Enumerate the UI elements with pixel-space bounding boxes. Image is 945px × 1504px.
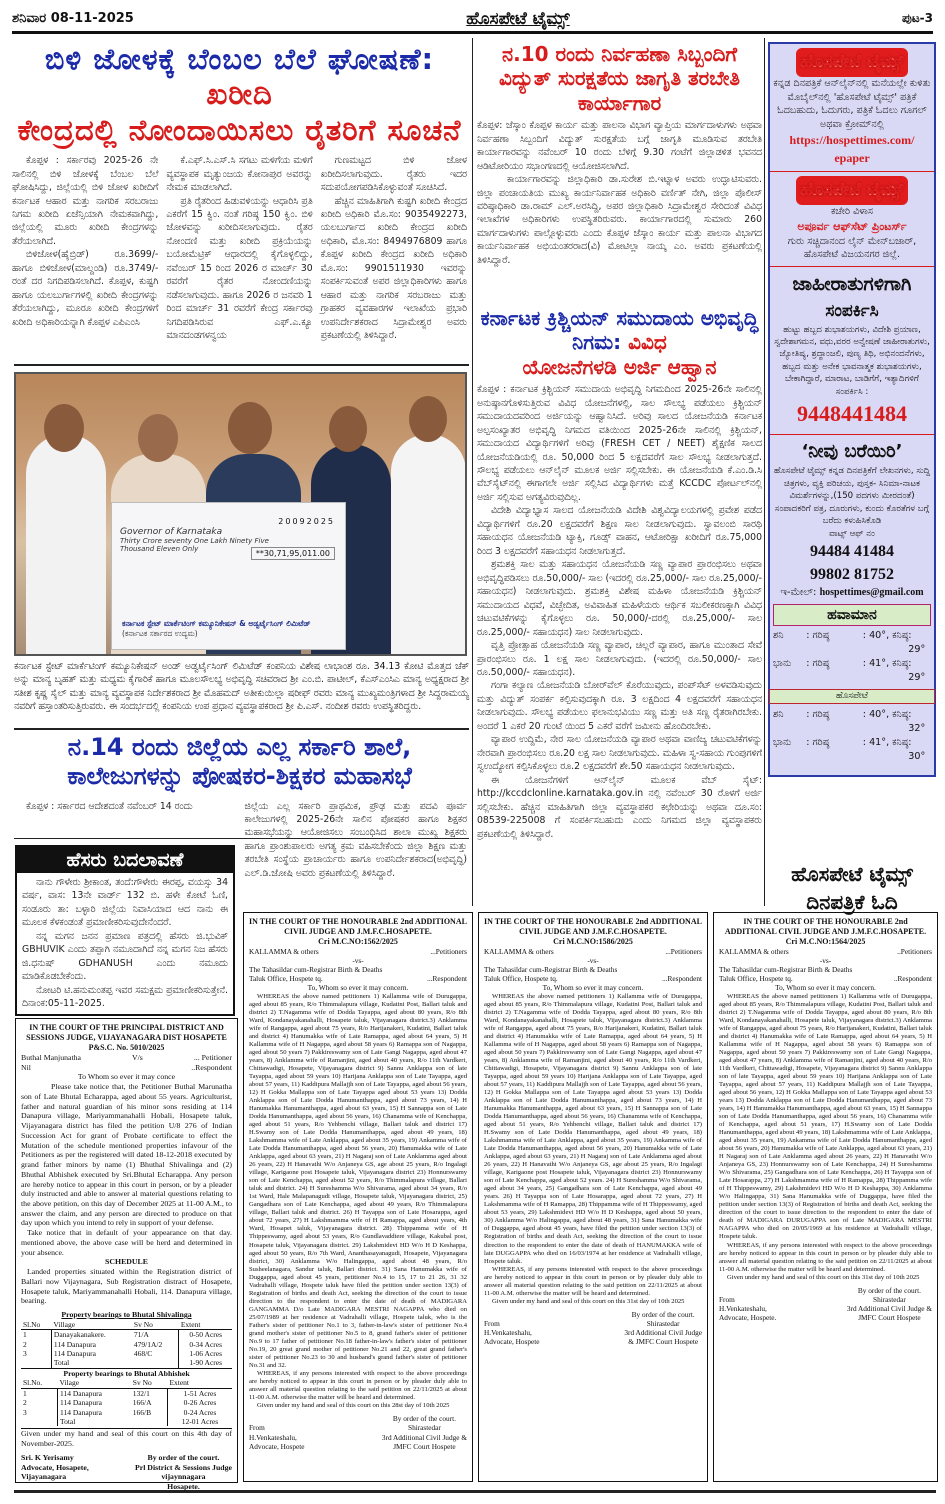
table-row <box>21 1388 232 1398</box>
epaper-link[interactable] <box>773 132 931 167</box>
headline-part: ಯೋಜನೆಗಳಡಿ ಅರ್ಜಿ ಆಹ್ವಾನ <box>522 354 717 379</box>
to-whom: To, Whom so ever it may concern. <box>542 983 644 993</box>
respondent-address: Taluk Office, Hospete tq. <box>249 974 323 984</box>
photo-caption: ಕರ್ನಾಟಕ ಸ್ಟೇಟ್ ಮಾರ್ಕೆಟಿಂಗ್ ಕಮ್ಯೂನಿಕೇಷನ್ ಅಂಡ್ ಅಡ್ವರ್ಟೈಸಿಂಗ್ ಲಿಮಿಟೆಡ್ ಕಂಪನಿಯ ವಿಶೇಷ ಲಾಭಾಂಶ ರೂ. 34.13 ಕೋಟಿ ಮೊತ್ತದ ಚೆಕ್ ಅನ್ನು ಮಾನ್ಯ ಬೃಹತ್ ಮತ್ತು ಮಧ್ಯಮ ಕೈಗಾರಿಕೆ ಹಾಗೂ ಮೂಲಸೌಲಭ್ಯ ಅಭಿವೃದ್ಧಿ ಸಚಿವರಾದ ಶ್ರೀ ಎಂ.ಬಿ. ಪಾಟೀಲ್, ಕೆಎಸ್‌ಎಂಸಿಎ ಮಾನ್ಯ ಅಧ್ಯಕ್ಷರಾದ ಶ್ರೀ ಸತೀಶ ಕೃಷ್ಣ ಸೈಲ್ ಮತ್ತು ಮಾನ್ಯ ವ್ಯವಸ್ಥಾಪಕ ನಿರ್ದೇಶಕರಾದ ಶ್ರೀ ಮೊಹಮದ್ ಅತೀಕುಯಿಲ್ಲಾ ಷರೀಫ್ ರವರು ಮಾನ್ಯ ಮುಖ್ಯಮಂತ್ರಿಗಳಾದ ಶ್ರೀ ಸಿದ್ದರಾಮಯ್ಯ ನವರಿಗೆ ಹಸ್ತಾಂತರಿಸುತ್ತಿರುವರು. ಈ ಸಂದರ್ಭದಲ್ಲಿ ಕಂಪನಿಯ ಉಪ ಪ್ರಧಾನ ವ್ಯವಸ್ಥಾಪಕರಾದ ಶ್ರೀ ಪಿ.ಎಸ್. ನಂದೀಶ ರವರು ಉಪಸ್ಥಿತರಿದ್ದರು. <box>14 661 469 713</box>
headline-part: ಖರೀದಿ <box>206 77 273 112</box>
article-paragraph: ಹೆಚ್ಚಿನ ಮಾಹಿತಿಗಾಗಿ ಕುಷ್ಟಗಿ ಖರೀದಿ ಕೇಂದ್ರದ ಖರೀದಿ ಅಧಿಕಾರಿ ಮೊ.ಸಂ: 9035492273, ಯಲಬುರ್ಗಾದ ಖರೀದಿ ಕೇಂದ್ರದ ಖರೀದಿ ಅಧಿಕಾರಿ, ಮೊ.ಸಂ: 8494976809 ಹಾಗೂ ಕೊಪ್ಪಳ ಖರೀದಿ ಕೇಂದ್ರದ ಖರೀದಿ ಅಧಿಕಾರಿ ಮೊ.ಸಂ: 9901511930 ಇವರನ್ನು ಸಂಪರ್ಕಿಸುವಂತೆ ಅಪರ ಜಿಲ್ಲಾಧಿಕಾರಿಗಳು ಹಾಗೂ ಆಹಾರ ಮತ್ತು ನಾಗರಿಕ ಸರಬರಾಜು ಮತ್ತು ಗ್ರಾಹಕರ ವ್ಯವಹಾರಗಳ ಇಲಾಖೆಯ ಪ್ರಭಾರಿ ಉಪನಿರ್ದೇಶಕರಾದ ಸಿದ್ರಾಮೇಶ್ವರ ಅವರು ಪ್ರಕಟಣೆಯಲ್ಲಿ ತಿಳಿಸಿದ್ದಾರೆ. <box>320 195 467 342</box>
order-line: By order of the court. <box>631 1309 695 1319</box>
table-cell <box>21 1358 51 1367</box>
table-cell: 132/1 <box>132 1388 150 1398</box>
table-header: Vilage <box>58 1378 131 1388</box>
table-row <box>21 1330 232 1340</box>
respondent-address: Taluk Office, Hospete tq. <box>484 974 558 984</box>
headline <box>12 733 467 792</box>
advocate-place: Advocate, Hospete. <box>719 1313 777 1323</box>
newspaper-logo: ಹೊಸಪೇಟೆ ಟೈಮ್ಸ್ <box>796 176 907 205</box>
ads-title: ಜಾಹೀರಾತುಗಳಿಗಾಗಿ <box>792 273 912 296</box>
table-cell <box>131 1417 168 1426</box>
table-cell: Total <box>58 1417 131 1426</box>
weather-row <box>773 736 931 764</box>
advocate-name: H.Venkateshalu, <box>249 1432 297 1442</box>
versus: V/s <box>132 1053 143 1062</box>
whatsapp-phone[interactable]: 99802 81752 <box>810 566 894 584</box>
advocate-signature <box>249 1423 305 1450</box>
schedule-text: Landed properties situated within the Registration district of Ballari now Vijaynagara, Sub Registration distract of Hosapete, Hosapete taluk, Mariyammanahalli Hobali, 114. Danapura village, bearing. <box>21 1267 232 1306</box>
table-row <box>21 1340 232 1349</box>
order-line: 3rd Additional Civil Judge & <box>381 1432 467 1442</box>
article-paragraph: ಕೊಪ್ಪಳ : ಕರ್ನಾಟಕ ಕ್ರಿಶ್ಚಿಯನ್ ಸಮುದಾಯ ಅಭಿವೃದ್ಧಿ ನಿಗಮದಿಂದ 2025-26ನೇ ಸಾಲಿನಲ್ಲಿ ಅನುಷ್ಠಾನಗೊಳಿಸುತ್ತಿರುವ ವಿವಿಧ ಯೋಜನೆಗಳಲ್ಲಿ, ಸಾಲ ಸೌಲಭ್ಯ ಪಡೆಯಲು ಕ್ರಿಶ್ಚಿಯನ್ ಸಮುದಾಯದವರಿಂದ ಅರ್ಜಿಯನ್ನು ಆಹ್ವಾನಿಸಿದೆ. ಅರಿವು ಸಾಲದ ಯೋಜನೆಯಡಿ ಕರ್ನಾಟಕ ಅಲ್ಪಸಂಖ್ಯಾತರ ಅಭಿವೃದ್ಧಿ ನಿಗಮದ ವತಿಯಿಂದ 2025-26ನೇ ಸಾಲಿನಲ್ಲಿ ಕ್ರಿಶ್ಚಿಯನ್, ಸಮುದಾಯದ ವಿದ್ಯಾರ್ಥಿಗಳಿಗೆ ಅರಿವು (FRESH CET / NEET) ಶೈಕ್ಷಣಿಕ ಸಾಲದ ಯೋಜನೆಯಡಿಯಲ್ಲಿ ರೂ. 50,000 ರಿಂದ 5 ಲಕ್ಷದವರೆಗೆ ಸಾಲ ಸೌಲಭ್ಯ ನೀಡಲಾಗುತ್ತದೆ. ಸೌಲಭ್ಯ ಪಡೆಯಲು ಆನ್‌ಲೈನ್ ಮೂಲಕ ಅರ್ಜಿ ಸಲ್ಲಿಸಬೇಕು. ಈ ಯೋಜನೆಯಡಿ ಕೆ.ಎಂ.ಡಿ.ಸಿ ವೆಬ್‌ಸೈಟ್‌ನಲ್ಲಿ ಈಗಾಗಲೇ ಅರ್ಜಿ ಸಲ್ಲಿಸಿದ ವಿದ್ಯಾರ್ಥಿಗಳು ಮತ್ತೆ KCCDC ಪೋರ್ಟಲ್‌ನಲ್ಲಿ ಅರ್ಜಿ ಸಲ್ಲಿಸುವ ಅಗತ್ಯವಿರುವುದಿಲ್ಲ. <box>477 384 762 503</box>
photo-person <box>26 434 106 654</box>
photo-person <box>391 434 466 654</box>
column-divider <box>764 38 765 906</box>
notice-body: WHEREAS the above named petitioners 1) Kallamma wife of Durugappa, aged about 85 years, R/o Thimmalapura village, Kudatini Post, Ballari taluk and district 2) T.Nagamma wife of Dodda Tayappa, aged about 80 years, R/o 8th Ward, Kondanayakanahalli, Hosapete taluk, Vijayanagara district.3) Anklamma wife of Rangappa, aged about 75 years, R/o Harijanakeri, Kudatini, Ballari taluk and district 4) Hanumakka wife of Late Ramappa, aged about 64 years, 5) H Kallamma wife of H Nagappa, aged about 58 years 6) Ramappa son of Nagappa, aged about 50 years 7) Pakkireswamy son of Late Gangi Nagappa, aged about 47 years, 8) Anklamma wife of Ramanjini, aged about 40 years, R/o 11th Vardkeri, Chittawadigi, Hosapete, Vijayanagara district 9) Sannu Anklappa son of late Tayappa, aged about 59 years 10) Harijana Anklappa son of Late Tayappa, aged about 57 years, 11) Kaddipura Mallajjh son of Late Tayappa, aged about 56 years, 12) H Gokka Mallappa son of Late Tayappa aged about 53 years 13) Dodda Anklappa son of Late Dodda Hanumanthappa, aged about 73 years, 14) H Hanumakka Hanumanthappa, aged about 63 years, 15) H Sannappa son of Late Dodda Hanumanthappa, aged about 56 years, 16) Chanamma wife of Kenchappa, aged about 51 years, R/o Yehbenchi village, Ballari taluk and district 17) H.Swamy son of Late Dodda Hanumanthappa, aged about 49 years, 18) Lakshmamma wife of Late Anklappa, aged about 35 years, 19) Ankamma wife of Late Dodda Hanumanthappa, aged about 56 years, 20) Hanumakka wife of Late Anklappa, aged about 63 years, 21) H Nagaraj son of Late Anklamma aged about 26 years, 22) H Hanavathi W/o Anjaneya GS, age about 25 years, R/o Ingalagi village, Karigaone post Hosapete taluk, Vijayanagara district 23) Honnurswamy son of Late Kenchappa, aged about 52 years. 24) H Sureshamma W/o Shivarama, aged about 34 years, 25) Gangadhara son of Late Kenchappa, aged about 49 years. 26) H Tayappa son of Late Hosarappa, aged about 72 years, 27) H Lakshmamma wife of H Ramappa, 28) Thippamma wife of H Thippeswamy, aged about 53 years, 29) Lakshmidevi HD W/o H D Keshappa, aged about 50 years, 30) Anklamma W/o Halingappa, aged about 48 years, 31) Sana Hanumakka wife of Duggappa, aged about 45 years, have filed the petition under section 13(3) of Registration of births and death Act, seeking the direction of the court to issue direction to the respondent to enter the date of death of HANUMAKKA wife of late DUGGAPPA who died on 16/03/1974 at her residence at Vadrahalli village, Hospete taluk. <box>484 992 702 1265</box>
article-paragraph: ಕೊಪ್ಪಳ : ಸರ್ಕಾರವು 2025-26 ನೇ ಸಾಲಿನಲ್ಲಿ ಬಿಳಿ ಜೋಳಕ್ಕೆ ಬೆಂಬಲ ಬೆಲೆ ಘೋಷಿಸಿದ್ದು, ಜಿಲ್ಲೆಯಲ್ಲಿ ಬಿಳಿ ಜೋಳ ಖರೀದಿಗೆ ಕರ್ನಾಟಕ ಆಹಾರ ಮತ್ತು ನಾಗರಿಕ ಸರಬರಾಜು ನಿಗಮ ಖರೀದಿ ಏಜೆನ್ಸಿಯಾಗಿ ನೇಮಕವಾಗಿದ್ದು, ಜಿಲ್ಲೆಯಲ್ಲಿ ಮೂರು ಖರೀದಿ ಕೇಂದ್ರಗಳನ್ನು ತೆರೆಯಲಾಗಿದೆ. <box>12 155 159 247</box>
article-paragraph: ಗಂಗಾ ಕಲ್ಯಾಣ ಯೋಜನೆಯಡಿ ಬೋರ್‌ವೆಲ್ ಕೊರೆಯುವುದು, ಪಂಪ್‌ಸೆಟ್ ಅಳವಡಿಸುವುದು ಮತ್ತು ವಿದ್ಯುತ್ ಸಂಪರ್ಕ ಕಲ್ಪಿಸುವುದಕ್ಕಾಗಿ ರೂ. 3 ಲಕ್ಷದಿಂದ 4 ಲಕ್ಷದವರೆಗೆ ಸಹಾಯಧನ ನೀಡಲಾಗುವುದು. ಸೌಲಭ್ಯ ಪಡೆಯಲು ಫಲಾನುಭವಿಯು ಸಣ್ಣ ಮತ್ತು ಅತಿ ಸಣ್ಣ ರೈತರಾಗಿರಬೇಕು. ಅಂದರೆ 1 ಎಕರೆ 20 ಗುಂಟೆ ಯಿಂದ 5 ಎಕರೆ ವರೆಗೆ ಜಮೀನು ಹೊಂದಿರಬೇಕು. <box>477 680 762 732</box>
from-label: From <box>484 1319 500 1329</box>
article-paragraph: ಕೊಪ್ಪಳ: ಜೆಸ್ಕಾಂ ಕೊಪ್ಪಳ ಕಾರ್ಯ ಮತ್ತು ಪಾಲನಾ ವಿಭಾಗ ವ್ಯಾಪ್ತಿಯ ಮಾರ್ಗದಾಳುಗಳು ಅಥವಾ ನಿರ್ವಹಣಾ ಸಿಬ್ಬಂದಿಗೆ ವಿದ್ಯುತ್ ಸುರಕ್ಷತೆಯ ಬಗ್ಗೆ ಜಾಗೃತಿ ಮೂಡಿಸುವ ತರಬೇತಿ ಕಾರ್ಯಾಗಾರವನ್ನು ನವೆಂಬರ್ 10 ರಂದು ಬೆಳಿಗ್ಗೆ 9.30 ಗಂಟೆಗೆ ಜಿಲ್ಲಾಡಳಿತ ಭವನದ ಆಡಿಟೋರಿಯಂ ಸಭಾಂಗಣದಲ್ಲಿ ಆಯೋಜಿಸಲಾಗಿದೆ. <box>477 120 762 172</box>
weather-max: : 41°, <box>862 657 890 669</box>
case-number: P&S.C. No. 5010/2025 <box>88 1043 165 1052</box>
issue-date: ಶನಿವಾರ 08-11-2025 <box>12 11 134 26</box>
petitioner-label: ...Petitioners <box>665 947 702 956</box>
cheque-payee: Governor of Karnataka <box>120 527 223 537</box>
to-whom: To, Whom so ever it may concern. <box>775 983 876 993</box>
petitioner-name: Buthal Manjunatha <box>21 1053 81 1062</box>
petitioner-name: KALLAMMA & others <box>484 947 554 956</box>
table-cell: 0-50 Acres <box>179 1330 232 1340</box>
table-cell: Danayakanakere. <box>51 1330 131 1340</box>
table-cell: 1 <box>23 1330 27 1340</box>
weather-max-label: : ಗರಿಷ್ಠ <box>806 657 830 669</box>
headline-part: ಕಾಲೇಜುಗಳನ್ನು ಪೋಷಕರ-ಶಿಕ್ಷಕರ ಮಹಾಸಭೆ <box>67 762 412 791</box>
petitioner-label: ..Petitioners <box>897 947 932 956</box>
article-white-jowar-support-price <box>12 42 467 343</box>
weather-title: ಹವಾಮಾನ <box>773 604 931 626</box>
read-promo-line: ದಿನಪತ್ರಿಕೆ ಓದಿ <box>806 890 898 914</box>
photo-person-head <box>409 396 447 442</box>
order-line: Prl District & Sessions Judge <box>134 1462 232 1472</box>
headline-part: ಬಿಳಿ ಜೋಳಕ್ಕೆ ಬೆಂಬಲ ಬೆಲೆ ಘೋಷಣೆ: <box>44 42 435 76</box>
court-notice-probate <box>15 1018 238 1491</box>
table-cell: 114 Danapura <box>51 1340 131 1349</box>
article-electrical-safety-workshop <box>477 42 762 267</box>
advocate-signature <box>484 1319 540 1346</box>
write-text: ಹೊಸಪೇಟೆ ಟೈಮ್ಸ್ ಕನ್ನಡ ದಿನಪತ್ರಿಕೆಗೆ ಲೇಖನಗಳು, ಸುದ್ದಿ ಚಿತ್ರಗಳು, ವ್ಯಕ್ತಿ ಪರಿಚಯ, ಪುಸ್ತಕ- ಸಿನಿಮಾ-ನಾಟಕ ವಿಮರ್ಶೆಗಳನ್ನು,(150 ಪದಗಳು ಮೀರದಂತೆ) ಸಂಪಾದಕರಿಗೆ ಪತ್ರ, ದೂರುಗಳು, ಕುಂದು ಕೊರತೆಗಳ ಬಗ್ಗೆ ಬರೆದು ಕಳುಹಿಸಿಕೊಡಿ <box>773 466 931 527</box>
table-cell: 2 <box>23 1398 27 1408</box>
table-header: Sl.No <box>21 1320 51 1330</box>
notice-body: WHEREAS the above named petitioners 1) Kallamma wife of Durugappa, aged about 85 years, R/o Thimmalapura village, Kudatini Post, Ballari taluk and district 2) T.Nagamma wife of Dodda Tayappa, aged about 80 years, R/o 8th Ward, Kondanayakanahalli, Hosapete taluk, Vijayanagara district.3) Anklamma wife of Rangappa, aged about 75 years, R/o Harijanakeri, Kudatini, Ballari taluk and district 4) Hanumakka wife of Late Ramappa, aged about 64 years, 5) H Kallamma wife of H Nagappa, aged about 58 years 6) Ramappa son of Nagappa, aged about 50 years 7) Pakkireswamy son of Late Gangi Nagappa, aged about 47 years, 8) Anklamma wife of Ramanjini, aged about 40 years, R/o 11th Vardkeri, Chittawadigi, Hosapete, Vijayanagara district 9) Sannu Anklappa son of late Tayappa, aged about 59 years 10) Harijana Anklappa son of Late Tayappa, aged about 57 years, 11) Kaddipura Mallajjh son of Late Tayappa, aged about 56 years, 12) H Gokka Mallappa son of Late Tayappa aged about 53 years 13) Dodda Anklappa son of Late Dodda Hanumanthappa, aged about 73 years, 14) H Hanumakka Hanumanthappa, aged about 63 years, 15) H Sannappa son of Late Dodda Hanumanthappa, aged about 56 years, 16) Chanamma wife of Kenchappa, aged about 51 years, R/o Yehbenchi village, Ballari taluk and district 17) H.Swamy son of Late Dodda Hanumanthappa, aged about 49 years, 18) Lakshmamma wife of Late Anklappa, aged about 35 years, 19) Ankamma wife of Late Dodda Hanumanthappa, aged about 56 years, 20) Hanumakka wife of Late Anklappa, aged about 63 years, 21) H Nagaraj son of Late Anklamma aged about 26 years, 22) H Hanavathi W/o Anjaneya GS, age about 25 years, R/o Ingalagi village, Karigaone post Hosapete taluk, Vijayanagara district 23) Honnurswamy son of Late Kenchappa, aged about 52 years, R/o Thimmalapura village, Ballari taluk and district. 24) H Sureshamma W/o Shivarama, aged about 34 years, R/o 1st Ward, Hale Malapanagudi village, Hosapete taluk, Vijayanagara district, 25) Gangadhara son of Late Kenchappa, aged about 49 years, R/o Thimmalapura village, Ballari taluk and district. 26) H Tayappa son of Late Hosarappa, aged about 72 years, 27) H Lakshmamma wife of H Ramappa, aged about years, 4th Ward, Hosapet taluk, Vijayanagara district. 28) Thippamma wife of H Thippeswamy, aged about 53 years, R/o Gundlavaddiere village, Kakubal post, Hosapete taluk, Vijayanagara district. 29) Lakshmidevi HD W/o H D Keshappa, aged about 50 years, R/o 7th Ward, Ananthasayanagudi, Hosapete, Vijayanagara district, 30) Anklamma W/o Halingappa, aged about 48 years, R/o Susheelanagara, Sandur taluk, Ballari district. 31) Sana Hanumakka wife of Duggappa, aged about 45 years, petitioner No.4 to 15, 17 to 21 26, 31 32 Vadrahalli village, Hospete taluk have filed the petition under section 13(3) of Registration of births and death Act, seeking the direction of the court to issue direction to the respondent to enter the date of death of MADIGARA GANGAMMA D/o Late MADIGARA MESTRI NAGAPPA who died on 25/07/1989 at her residence at Vadrahalli village, Hospete taluk, who is the Father's sister of petitioner No.1 to 3, father-in-law's sister of petitioner No.4 grand mother's sister of petitioner No.5 to 8, grand father's sister of petitioner No.9 to 17 father of petitioner No.18 father-in-law's father's sister of petitioner No.19, 20 great grand mother of petitioner No.21 and 22, great grand father's sister of petitioner No.23 to 30 and husband's grand father's sister of petitioner No.31 and 32. <box>249 992 467 1369</box>
weather-day: ಶನಿ <box>773 630 784 642</box>
advocate-place: Advocate, Hospete <box>484 1337 540 1347</box>
cheque-date: 20092025 <box>278 517 335 526</box>
table-cell: 3 <box>23 1407 27 1417</box>
divider <box>770 171 934 172</box>
headline <box>12 42 467 148</box>
table-cell: 0-26 Acres <box>167 1398 232 1407</box>
petitioner-name: KALLAMMA & others <box>249 947 319 956</box>
notice-body: WHEREAS, if any persons interested with respect to the above proceedings are hereby noticed to appear in this court in person or by pleader duly able to answer all material question relating to the said petition on 22/11/2025 at about 11-00 A.M. otherwise the matter will be heard and determined. <box>719 1241 932 1273</box>
article-paragraph: ಕೊಪ್ಪಳ : ಸರ್ಕಾರದ ಆದೇಶದಂತೆ ನವೆಂಬರ್ 14 ರಂದು <box>26 800 193 812</box>
sidebar <box>768 42 936 777</box>
notice-paragraph: ನನ್ನ ಮಗನ ಜನನ ಪ್ರಮಾಣ ಪತ್ರದಲ್ಲಿ ಹೆಸರು ಜಿ.ಭುವಿಕ್ GBHUVIK ಎಂದು ತಪ್ಪಾಗಿ ನಮೂದಾಗಿದೆ ನನ್ನ ಮಗನ ನಿಜ ಹೆಸರು ಜಿ.ಧನುಷ್ GDHANUSH ಎಂದು ನಮೂದು ಮಾಡಿಕೊಡಬೇಕೆಂದು. <box>22 930 228 983</box>
respondent-name: The Tahasildar cum-Registrar Birth & Deaths <box>484 965 618 975</box>
schedule-title: SCHEDULE <box>105 1257 148 1267</box>
notice-body: Please take notice that, the Petitioner Buthal Marunatha son of Late Bhutal Echarappa, aged about 55 years. Agriculturist, father and natural guardian of his minor sons residing at 114 Danapura village, Mariyammanahalli Hobali, Hosapete taluk, Vijayanagara district has filed the petition U/8 276 of Indian Succession Act for grant of Probate certificate to effect the Mutation of the schedule mentioned properties infavour of the Petitioners as per the registered will dated 18-12-2018 executed by grand father minors by name (1) Bhuthal Shivalinga and (2) Bhuthal Abhishek executed by Sri.Bhutal Echarappa. Any person are hereby notice to appear in this court in person, or by a pleader duly instructed and able to answer al material questions relating to the above petition, on this day of December 2025 at 11-00 A.M., to answer the claim, and any person are directed to produce on that day upon which you intend to rely in support of your defense. <box>21 1082 232 1228</box>
order-line: 3rd Additional Civil Judge <box>624 1328 702 1338</box>
property-table-abhishek <box>21 1378 232 1426</box>
notice-body: WHEREAS the above named petitioners 1) Kallamma wife of Durugappa, aged about 85 years, R/o Thimmalapura village, Kudatini Post, Ballari taluk and district 2) T.Nagamma wife of Dodda Tayappa, aged about 80 years, R/o 8th Ward, Kondanayakanahalli, Hosapete taluk, Vijayanagara district.3) Anklamma wife of Rangappa, aged about 75 years, R/o Harijanakeri, Kudatini, Ballari taluk and district 4) Hanumakka wife of Late Ramappa, aged about 64 years, 5) H Kallamma wife of H Nagappa, aged about 58 years 6) Ramappa son of Nagappa, aged about 50 years 7) Pakkireswamy son of Late Gangi Nagappa, aged about 47 years, 8) Anklamma wife of Ramanjini, aged about 40 years, R/o 11th Vardkeri, Chittawadigi, Hosapete, Vijayanagara district 9) Sannu Anklappa son of late Tayappa, aged about 59 years 10) Harijana Anklappa son of Late Tayappa, aged about 57 years, 11) Kaddipura Mallajjh son of Late Tayappa, aged about 56 years, 12) H Gokka Mallappa son of Late Tayappa aged about 53 years 13) Dodda Anklappa son of Late Dodda Hanumanthappa, aged about 73 years, 14) H Hanumakka Hanumanthappa, aged about 63 years, 15) H Sannappa son of Late Dodda Hanumanthappa, aged about 56 years, 16) Chanamma wife of Kenchappa, aged about 51 years, 17) H.Swamy son of Late Dodda Hanumanthappa, aged about 49 years, 18) Lakshmamma wife of Late Anklappa, aged about 35 years, 19) Ankamma wife of Late Dodda Hanumanthappa, aged about 56 years, 20) Hanumakka wife of Late Anklappa, aged about 63 years, 21) H Nagaraj son of Late Anklamma aged about 26 years, 22) H Hanavathi W/o Anjaneya GS, 23) Honnurswamy son of Late Kenchappa, 24) H Sureshamma W/o Shivarama, 25) Gangadhara son of Late Kenchappa, 26) H Tayappa son of Late Hosarappa, 27) H Lakshmamma wife of H Ramappa, 28) Thippamma wife of H Thippeswamy, 29) Lakshmidevi HD W/o H D Keshappa, 30) Anklamma W/o Halingappa, 31) Sana Hanumakka wife of Duggappa, have filed the petition under section 13(3) of Registration of births and death Act, seeking the direction of the court to issue direction to the respondent to enter the date of death of MADIGARA DURUGAPPA son of Late MADIGARA MESTRI NAGAPPA who died on 20/05/1969 at his residence at Vadrahalli village, Hospete taluk. <box>719 992 932 1241</box>
section-divider <box>14 728 469 730</box>
order-line: Hosapete. <box>167 1481 200 1491</box>
order-line: 3rd Additional Civil Judge & <box>846 1304 932 1314</box>
newspaper-logo: ಹೊಸಪೇಟೆ ಟೈಮ್ಸ್ <box>796 48 907 77</box>
advocate-signature <box>21 1453 89 1492</box>
from-label: From <box>249 1423 265 1433</box>
cheque-company <box>122 619 311 639</box>
given-under: Given under my hand and seal of this court on this 4th day of November-2025. <box>21 1429 232 1449</box>
article-paragraph: ಬಿಳಿಜೋಳ(ಹೈಬ್ರಿಡ್) ರೂ.3699/- ಹಾಗೂ ಬಿಳಿಜೋಳ(ಮಾಲ್ದಂಡಿ) ರೂ.3749/- ರಂತೆ ದರ ನಿಗದಿಪಡಿಸಲಾಗಿದೆ. ಕೊಪ್ಪಳ, ಕುಷ್ಟಗಿ ಹಾಗೂ ಯಲಬುರ್ಗಾಗಳಲ್ಲಿ ಖರೀದಿ ಕೇಂದ್ರಗಳನ್ನು ತೆರೆಯಲಾಗಿದ್ದು, ಮೂರೂ ಖರೀದಿ ಕೇಂದ್ರಗಳಿಗೆ ಖರೀದಿ ಅಧಿಕಾರಿಯನ್ನಾಗಿ ಕೊಪ್ಪಳ ಎಪಿಎಂಸಿ <box>12 249 159 328</box>
court-order-signature <box>382 1414 467 1450</box>
table-cell: 114 Danapura <box>51 1349 131 1358</box>
weather-min: : 32° <box>908 708 926 734</box>
table-row <box>21 1398 232 1407</box>
weather-row <box>773 708 931 736</box>
table-cell: Total <box>51 1358 131 1367</box>
respondent-label: ..Respondent <box>191 1062 232 1072</box>
divider <box>770 266 934 267</box>
printer-name: ಅಪೂರ್ವ ಆಫ್‌ಸೆಟ್ ಪ್ರಿಂಟರ್ಸ್ <box>797 219 907 233</box>
read-promo-line: ಹೊಸಪೇಟೆ ಟೈಮ್ಸ್ <box>791 862 913 886</box>
news-photo-cheque-handover <box>14 372 467 656</box>
weather-table-city <box>773 708 931 772</box>
weather-day: ಭಾನು <box>773 736 792 748</box>
headline-part: ವಿವಿಧ <box>628 330 667 355</box>
weather-min: : 29° <box>908 630 926 656</box>
given-under: Given under my hand and seal of this court on this 31st day of 10th 2025 <box>727 1273 920 1281</box>
weather-min-label: ಕನಿಷ್ಠ <box>892 708 909 720</box>
versus: -vs- <box>587 956 599 966</box>
whatsapp-label: ವಾಟ್ಸ್ ಆಫ್ ನಂ <box>829 528 875 539</box>
article-paragraph: ವಿದೇಶಿ ವಿದ್ಯಾಭ್ಯಾಸ ಸಾಲದ ಯೋಜನೆಯಡಿ ವಿದೇಶಿ ವಿಶ್ವವಿದ್ಯಾಲಯಗಳಲ್ಲಿ ಪ್ರವೇಶ ಪಡೆದ ವಿದ್ಯಾರ್ಥಿಗಳಿಗೆ ರೂ.20 ಲಕ್ಷದವರೆಗೆ ಶಿಕ್ಷಣ ಸಾಲ ನೀಡಲಾಗುವುದು. ಸ್ವಾವಲಂಬಿ ಸಾರಥಿ ಸಹಾಯಧನ ಯೋಜನೆಯಡಿ ಟ್ಯಾಕ್ಸಿ, ಗೂಡ್ಸ್ ವಾಹನ, ಆಟೋರಿಕ್ಷಾ ಖರೀದಿಗೆ ರೂ.75,000 ರಿಂದ 3 ಲಕ್ಷದವರೆಗೆ ಸಹಾಯಧನ ನೀಡಲಾಗುತ್ತದೆ. <box>477 505 762 557</box>
table-cell: 1-51 Acres <box>167 1388 232 1398</box>
table-cell: 12-01 Acres <box>167 1417 232 1426</box>
headline-part: ನ.14 ರಂದು ಜಿಲ್ಲೆಯ ಎಲ್ಲ ಸರ್ಕಾರಿ ಶಾಲೆ, <box>67 733 412 761</box>
given-under: Given under my hand and seal of this court on this 28st day of 10th 2025 <box>257 1402 450 1410</box>
given-under: Given under my hand and seal of this court on this 31st day of 10th 2025 <box>492 1297 685 1305</box>
masthead <box>12 6 933 34</box>
order-line: & JMFC Court Hospete <box>628 1337 699 1347</box>
weather-min-label: ಕನಿಷ್ಠ <box>892 657 909 669</box>
advocate-district: Vijayanagara <box>21 1472 67 1482</box>
epaper-url: epaper <box>834 150 870 165</box>
case-number: Cri M.C.NO:1586/2025 <box>553 937 633 946</box>
article-paragraph: ಈ ಯೋಜನೆಗಳಿಗೆ ಆನ್‌ಲೈನ್ ಮೂಲಕ ವೆಬ್ ಸೈಟ್: http://kccdclonline.karnataka.gov.in ನಲ್ಲಿ ನವೆಂಬರ್ 30 ರೊಳಗೆ ಅರ್ಜಿ ಸಲ್ಲಿಸಬೇಕು. ಹೆಚ್ಚಿನ ಮಾಹಿತಿಗಾಗಿ ಜಿಲ್ಲಾ ವ್ಯವಸ್ಥಾಪಕರ ಕಛೇರಿಯನ್ನು ಅಥವಾ ದೂ.ಸಂ: 08539-225008 ಗೆ ಸಂಪರ್ಕಿಸಬಹುದು ಎಂದು ನಿಗಮದ ಜಿಲ್ಲಾ ವ್ಯವಸ್ಥಾಪಕರು ಪ್ರಕಟಣೆಯಲ್ಲಿ ತಿಳಿಸಿದ್ದಾರೆ. <box>477 774 762 840</box>
court-heading: IN THE COURT OF THE HONOURABLE 2nd ADDITIONAL CIVIL JUDGE AND J.M.F.C.HOSAPETE. <box>484 917 702 936</box>
weather-day: ಭಾನು <box>773 657 792 669</box>
name-change-notice <box>15 845 235 1016</box>
ads-contact-label: ಸಂಪರ್ಕಿಸಿ : <box>835 386 869 397</box>
cheque-amount-words: Thirty Crore seventy One Lakh Ninety Five Thousand Eleven Only <box>120 537 269 553</box>
name-change-heading: ಹೆಸರು ಬದಲಾವಣೆ <box>17 847 233 873</box>
court-heading: IN THE COURT OF THE PRINCIPAL DISTRICT AND SESSIONS JUDGE, VIJAYANAGARA DIST HOSAPETE <box>26 1023 227 1042</box>
cheque <box>111 502 346 650</box>
court-order-signature <box>135 1453 232 1492</box>
respondent-label: ...Respondent <box>427 974 467 984</box>
table-cell: 166/B <box>132 1407 152 1417</box>
cheque-company-name: ಕರ್ನಾಟಕ ಸ್ಟೇಟ್ ಮಾರ್ಕೆಟಿಂಗ್ ಕಮ್ಯೂನಿಕೇಷನ್ & ಅಡ್ವರ್ಟೈಸಿಂಗ್ ಲಿಮಿಟೆಡ್ <box>122 619 311 628</box>
table-cell: 0-24 Acres <box>167 1408 232 1417</box>
weather-min: : 30° <box>908 736 926 762</box>
table-title: Property bearings to Bhutal Shivalinga <box>61 1310 192 1320</box>
advocate-place: Advocate, Hosapete, <box>21 1462 89 1472</box>
court-order-signature <box>847 1286 932 1322</box>
court-notice-1562 <box>243 912 473 1482</box>
photo-person-head <box>44 404 84 452</box>
advocate-name: H.Venkateshalu, <box>484 1328 532 1338</box>
notice-body: Take notice that in default of your appearance on that day. mentioned above, the above case will be herd and determined in your absence. <box>21 1228 232 1257</box>
table-cell: 2 <box>23 1339 27 1349</box>
advocate-name: Sri. K Yerisamy <box>21 1452 74 1462</box>
order-line: By order of the court. <box>857 1285 921 1295</box>
headline <box>477 306 762 379</box>
respondent-name: The Tahasildar cum-Registrar Birth & Deaths <box>249 965 383 975</box>
table-cell: 166/A <box>132 1398 152 1408</box>
table-header: Sv No <box>132 1320 179 1330</box>
respondent-address: Taluk Office, Hospete tq. <box>719 974 793 984</box>
read-promo <box>768 860 936 916</box>
versus: -vs- <box>352 956 364 966</box>
respondent-label: ..Respondent <box>893 974 932 984</box>
table-cell <box>132 1358 179 1367</box>
order-line: By order of the court. <box>147 1452 220 1462</box>
advocate-name: H.Venkateshalu, <box>719 1304 767 1314</box>
petitioner-label: ... Petitioner <box>193 1053 232 1062</box>
order-line: vijaynnagara <box>161 1472 206 1482</box>
page-number: ಪುಟ-3 <box>902 11 933 25</box>
email-label: ಇ-ಮೇಲ್: <box>780 587 817 599</box>
article-paragraph: ಪ್ರತಿ ರೈತರಿಂದ ಹಿಡುವಳಿಯನ್ನು ಆಧಾರಿಸಿ ಪ್ರತಿ ಎಕರೆಗೆ 15 ಕ್ವಿಂ. ನಂತೆ ಗರಿಷ್ಠ 150 ಕ್ವಿಂ. ಬಿಳಿ ಜೋಳವನ್ನು ಖರೀದಿಸಲಾಗುವುದು. ರೈತರ ನೋಂದಣಿ ಮತ್ತು ಖರೀದಿ ಪ್ರಕ್ರಿಯೆಯನ್ನು ಬಯೋಮೆಟ್ರಿಕ್ ಆಧಾರದಲ್ಲಿ ಕೈಗೊಳ್ಳಲಿದ್ದು, ನವೆಂಬರ್ 15 ರಿಂದ 2026 ರ ಮಾರ್ಚ್ 30 ರವರೆಗೆ ರೈತರ ನೋಂದಣಿಯನ್ನು ನಡೆಸಲಾಗುವುದು. ಹಾಗೂ 2026 ರ ಜನವರಿ 1 ರಿಂದ ಮಾರ್ಚ್ 31 ರವರೆಗೆ ಕೇಂದ್ರ ಸರ್ಕಾರವು ನಿಗದಿಪಡಿಸಿರುವ ಎಫ್.ಎ.ಕ್ಯೂ ಮಾನದಂಡಗಳನ್ವಯ <box>166 195 313 342</box>
notice-body: WHEREAS, if any persons interested with respect to the above proceedings are hereby noticed to appear in this court in person or by pleader duly able to answer all material question relating to the said petition on 22/11/2025 at about 11-00 A.M. otherwise the matter will be heard and determined. <box>249 1370 467 1402</box>
court-notice-1564 <box>713 912 938 1482</box>
respondent-name: The Tahasildar cum-Registrar Birth & Deaths <box>719 965 853 975</box>
table-cell: 0-34 Acres <box>179 1340 232 1349</box>
table-cell: 1 <box>23 1388 27 1398</box>
table-cell: 114 Danapura <box>58 1408 131 1417</box>
order-line: JMFC Court Hospete <box>393 1441 456 1451</box>
epaper-text: ಕನ್ನಡ ದಿನಪತ್ರಿಕೆ ಆನ್‌ಲೈನ್‌ನಲ್ಲಿ ಮನೆಯಲ್ಲೇ ಕುಳಿತು ಮೊಬೈಲ್‌ನಲ್ಲಿ 'ಹೊಸಪೇಟೆ ಟೈಮ್ಸ್' ಪತ್ರಿಕೆ ಓದಬಹುದು, ಓದುಗರು, ಪತ್ರಿಕೆ ಓದಲು ಗೂಗಲ್ ಅಥವಾ ಕ್ರೋಮ್‌ನಲ್ಲಿ <box>773 77 931 131</box>
order-line: By order of the court. <box>392 1414 456 1424</box>
ads-phone[interactable]: 9448441484 <box>797 401 907 427</box>
to-whom: To Whom so ever it may conce <box>77 1072 176 1082</box>
weather-max-label: : ಗರಿಷ್ಠ <box>806 630 830 642</box>
court-heading: IN THE COURT OF THE HONOURABLE 2nd ADDITIONAL CIVIL JUDGE AND J.M.F.C.HOSAPETE. <box>249 917 467 936</box>
table-cell: 3 <box>23 1348 27 1358</box>
notice-body: WHEREAS, if any persons interested with respect to the above proceedings are hereby noticed to appear in this court in person or by pleader duly able to answer all material question relating to the said petition on 22/11/2025 at about 11-00 A.M. otherwise the matter will be heard and determined. <box>484 1265 702 1297</box>
email-line <box>773 586 931 601</box>
whatsapp-phone[interactable]: 94484 41484 <box>810 542 894 560</box>
weather-day: ಶನಿ <box>773 708 784 720</box>
advocate-place: Advocate, Hospete <box>249 1441 305 1451</box>
petitioner-label: ...Petitioners <box>430 947 467 956</box>
office-address: ಗುರು ಸಚ್ಚಿದಾನಂದ ಲೈನ್ ಮೇನ್‌ಬಜಾರ್, ಹೊಸಪೇಟೆ ವಿಜಯನಗರ ಜಿಲ್ಲೆ. <box>787 235 917 261</box>
photo-person-head <box>138 414 178 462</box>
column-divider <box>472 38 473 906</box>
order-line: Shirastedar <box>873 1294 906 1304</box>
weather-city: ಹೊಸಪೇಟೆ <box>769 689 935 704</box>
photo-person-head <box>329 406 367 452</box>
article-paragraph: ಕಾರ್ಯಾಗಾರವನ್ನು ಜಿಲ್ಲಾಧಿಕಾರಿ ಡಾ.ಸುರೇಶ ಬಿ.ಇಟ್ನಾಳ ಅವರು ಉದ್ಘಾಟಿಸುವರು. ಜಿಲ್ಲಾ ಪಂಚಾಯತಿಯ ಮುಖ್ಯ ಕಾರ್ಯನಿರ್ವಾಹಕ ಅಧಿಕಾರಿ ವರ್ಣಿತ್ ನೇಗಿ, ಜಿಲ್ಲಾ ಪೊಲೀಸ್ ವರಿಷ್ಠಾಧಿಕಾರಿ ಡಾ.ರಾಮ್ ಎಲ್.ಅರಸಿದ್ದಿ, ಅಪರ ಜಿಲ್ಲಾಧಿಕಾರಿ ಸಿದ್ರಾಮೇಶ್ವರ ಸೇರಿದಂತೆ ವಿವಿಧ ಇಲಾಖೆಗಳ ಅಧಿಕಾರಿಗಳು ಉಪಸ್ಥಿತರಿರುವರು. ಕಾರ್ಯಾಗಾರದಲ್ಲಿ ಸುಮಾರು 260 ಮಾರ್ಗದಾಳುಗಳು ಪಾಲ್ಗೊಳ್ಳುವರು ಎಂದು ಕೊಪ್ಪಳ ಜೆಸ್ಕಾಂ ಕಾರ್ಯ ಮತ್ತು ಪಾಲನಾ ವಿಭಾಗದ ಕಾರ್ಯನಿರ್ವಾಹಕ ಅಭಿಯಂತರರಾದ(ವಿ) ಮೋಟಿಲ್ಲಾ ನಾಯ್ಕ ಎಂ. ಅವರು ಪ್ರಕಟಣೆಯಲ್ಲಿ ತಿಳಿಸಿದ್ದಾರೆ. <box>477 174 762 266</box>
divider <box>770 434 934 435</box>
table-row <box>21 1349 232 1358</box>
versus: -vs- <box>819 956 832 966</box>
table-header: Extent <box>179 1320 232 1330</box>
table-cell: 114 Danapura <box>58 1398 131 1407</box>
weather-max: : 41°, <box>862 736 890 748</box>
weather-max-label: : ಗರಿಷ್ಠ <box>806 708 830 720</box>
table-header: Extent <box>167 1378 232 1388</box>
table-cell: 468/C <box>133 1348 153 1358</box>
order-line: Shirastedar <box>408 1423 441 1433</box>
headline-part: ಕರ್ನಾಟಕ ಕ್ರಿಶ್ಚಿಯನ್ ಸಮುದಾಯ ಅಭಿವೃದ್ಧಿ ನಿಗಮ: <box>480 306 759 355</box>
ads-text: ಹುಟ್ಟು ಹಬ್ಬದ ಶುಭಾಶಯಗಳು, ವಿದೇಶಿ ಪ್ರಯಾಣ, ಸ್ವದೇಶಾಗಮನ, ವಧು,ವರರ ಅನ್ವೇಷಣೆ ಜಾಹೀರಾತುಗಳು, ಜ್ಯೋತಿಷ್ಯ, ಶ್ರದ್ಧಾಂಜಲಿ, ಪುಣ್ಯ ತಿಥಿ, ಅಭಿನಂದನೆಗಳು, ಹಬ್ಬದ ಮತ್ತು ಅನೇಕ ಭಾವನಾತ್ಮಕ ಶುಭಾಶಯಗಳು, ಬೇಕಾಗಿದ್ದಾರೆ, ಮಾರಾಟ, ಬಾಡಿಗೆಗೆ, ಇತ್ಯಾದಿಗಳಿಗೆ <box>774 324 930 385</box>
to-whom: To, Whom so ever it may concern. <box>307 983 409 993</box>
epaper-url: https://hospettimes.com/ <box>789 133 915 148</box>
email-link[interactable]: hospettimes@gmail.com <box>819 587 924 599</box>
weather-min: : 29° <box>908 657 926 683</box>
write-title: ‘ನೀವು ಬರೆಯಿರಿ’ <box>801 441 903 463</box>
order-line: JMFC Court Hospete <box>858 1313 921 1323</box>
court-notice-1586 <box>478 912 708 1482</box>
table-header: Village <box>51 1320 131 1330</box>
notice-paragraph: ನಾನು ಗೌಳೇರು ಶ್ರೀಕಾಂತ, ತಂದೆ:ಗೌಳೇರು ಈರಪ್ಪ, ವಯಸ್ಸು 34 ವರ್ಷ, ವಾಸ: 13ನೇ ವಾರ್ಡ್ 132 ಬಿ. ಹಳೇ ಕೋಟೆ ಓಣಿ, ಸಂಡೂರು ತಾ: ಬಳ್ಳಾರಿ ಜಿಲ್ಲೆಯ ನಿವಾಸಿಯಾದ ಆದ ನಾನು ಈ ಮೂಲಕ ಕೆಳಕಂಡಂತೆ ಪ್ರಮಾಣೀಕರಿಸುವುದೇನೆಂದರೆ. <box>22 877 228 929</box>
property-table-shivalinga <box>21 1320 232 1368</box>
table-row <box>21 1358 232 1367</box>
epaper-box <box>768 42 936 777</box>
table-header: Sv No <box>131 1378 168 1388</box>
case-number: Cri M.C.NO:1562/2025 <box>318 937 398 946</box>
table-row <box>21 1417 232 1426</box>
table-cell: 479/1A/2 <box>133 1339 163 1349</box>
weather-row <box>773 657 931 685</box>
headline-part: ಕೇಂದ್ರದಲ್ಲಿ ನೋಂದಾಯಿಸಲು ರೈತರಿಗೆ ಸೂಚನೆ <box>17 112 462 147</box>
case-number: Cri M.C.NO:1564/2025 <box>785 937 866 946</box>
weather-max: : 40°, <box>862 708 890 720</box>
weather-min-label: ಕನಿಷ್ಠ <box>892 736 909 748</box>
cheque-company-sub: (ಕರ್ನಾಟಕ ಸರ್ಕಾರದ ಉದ್ಯಮ) <box>122 629 198 638</box>
ads-title: ಸಂಪರ್ಕಿಸಿ <box>825 300 879 321</box>
headline: ನ.10 ರಂದು ನಿರ್ವಹಣಾ ಸಿಬ್ಬಂದಿಗೆ ವಿದ್ಯುತ್ ಸುರಕ್ಷತೆಯ ಜಾಗೃತಿ ತರಬೇತಿ ಕಾರ್ಯಾಗಾರ <box>498 42 741 115</box>
table-title: Property bearings to Bhutal Abhishek <box>21 1368 232 1379</box>
weather-max: : 40°, <box>862 630 890 642</box>
weather-table <box>773 629 931 685</box>
photo-person-head <box>228 402 272 454</box>
notice-paragraph: ನೋಟರಿ ಟಿ.ಹನುಮಂತಪ್ಪ ಇವರ ಸಮಕ್ಷಮ ಪ್ರಮಾಣೀಕರಿಸುತ್ತೇನೆ. ದಿನಾಂಕ:05-11-2025. <box>22 984 228 1010</box>
section-divider <box>14 364 469 366</box>
weather-row <box>773 629 931 657</box>
article-paragraph: ವ್ಯಾಪಾರ ಉದ್ದಿಮೆ, ನೇರ ಸಾಲ ಯೋಜನೆಯಡಿ ವ್ಯಾಪಾರ ಅಥವಾ ವಾಣಿಜ್ಯ ಚಟುವಟಿಕೆಗಳನ್ನು ನೇರವಾಗಿ ಪ್ರಾರಂಭಿಸಲು ರೂ.20 ಲಕ್ಷ ಸಾಲ ನೀಡಲಾಗುವುದು. ಮಹಿಳಾ ಸ್ವ-ಸಹಾಯ ಗುಂಪುಗಳಿಗೆ ಸ್ವಉದ್ಯೋಗ ಕಲ್ಪಿಸಿಕೊಳ್ಳಲು ರೂ.2 ಲಕ್ಷದವರೆಗೆ ಶೇ.50 ಸಹಾಯಧನ ನೀಡಲಾಗುವುದು. <box>477 734 762 773</box>
table-cell: 71/A <box>133 1330 149 1340</box>
table-cell: 114 Danapura <box>58 1388 131 1398</box>
article-paragraph: ಗುಣಮಟ್ಟದ ಬಿಳಿ ಜೋಳ ಖರೀದಿಸಲಾಗುವುದು. ರೈತರು ಇದರ ಸದುಪಯೋಗಪಡಿಸಿಕೊಳ್ಳುವಂತೆ ಸೂಚಿಸಿದೆ. <box>320 155 467 194</box>
office-label: ಕಚೇರಿ ವಿಳಾಸ <box>830 205 873 217</box>
respondent-label: ...Respondent <box>662 974 702 984</box>
table-cell <box>21 1417 58 1426</box>
article-paragraph: ಕೆ.ಎಫ್.ಸಿ.ಎಸ್.ಸಿ ಸಗಟು ಮಳಿಗೆಯ ಮಳಿಗೆ ವ್ಯವಸ್ಥಾಪಕ ಮೃತ್ಯುಂಜಯ ಕೋನಾಪುರ ಅವರನ್ನು ನೇಮಕ ಮಾಡಲಾಗಿದೆ. <box>166 155 313 194</box>
newspaper-title: ಹೊಸಪೇಟೆ ಟೈಮ್ಸ್ <box>466 8 570 29</box>
article-paragraph: ಶ್ರಮಶಕ್ತಿ ಸಾಲ ಮತ್ತು ಸಹಾಯಧನ ಯೋಜನೆಯಡಿ ಸಣ್ಣ ವ್ಯಾಪಾರ ಪ್ರಾರಂಭಿಸಲು ಅಥವಾ ಅಭಿವೃದ್ಧಿಪಡಿಸಲು ರೂ.50,000/- ಸಾಲ (ಇದರಲ್ಲಿ ರೂ.25,000/- ಸಾಲ ರೂ.25,000/- ಸಹಾಯಧನ) ನೀಡಲಾಗುವುದು. ಶ್ರಮಶಕ್ತಿ ವಿಶೇಷ ಮಹಿಳಾ ಯೋಜನೆಯಡಿ ಕ್ರಿಶ್ಚಿಯನ್ ಸಮುದಾಯದ ವಿಧವೆ, ವಿಚ್ಛೇದಿತ, ಅವಿವಾಹಿತ ಮಹಿಳೆಯರು ಆರ್ಥಿಕ ಸಬಲೀಕರಣಕ್ಕಾಗಿ ವಿವಿಧ ಚಟುವಟಿಕೆಗಳನ್ನು ಕೈಗೊಳ್ಳಲು ರೂ. 50,000/-ದರಲ್ಲಿ ರೂ.25,000/- ಸಾಲ ರೂ.25,000/- ಸಹಾಯಧನ) ಸಾಲ ನೀಡಲಾಗುವುದು. <box>477 559 762 638</box>
advocate-signature <box>719 1295 776 1322</box>
respondent-name: Nil <box>21 1062 31 1072</box>
weather-min-label: ಕನಿಷ್ಠ <box>892 630 909 642</box>
article-christian-development-corp <box>477 306 762 841</box>
table-row <box>21 1408 232 1417</box>
from-label: From <box>719 1294 735 1304</box>
table-cell: 1-90 Acres <box>179 1358 232 1367</box>
table-header: Sl.No. <box>21 1378 58 1388</box>
article-paragraph: ಜಿಲ್ಲೆಯ ಎಲ್ಲ ಸರ್ಕಾರಿ ಪ್ರಾಥಮಿಕ, ಪ್ರೌಢ ಮತ್ತು ಪದವಿ ಪೂರ್ವ ಕಾಲೇಜುಗಳಲ್ಲಿ 2025-26ನೇ ಸಾಲಿನ ಪೋಷಕರ ಹಾಗೂ ಶಿಕ್ಷಕರ ಮಹಾಸಭೆಯನ್ನು ಆಯೋಜಿಸಲು ಸಂಬಂಧಿಸಿದ ಶಾಲಾ ಮುಖ್ಯ ಶಿಕ್ಷಕರು ಹಾಗೂ ಪ್ರಾಂಶುಪಾಲರು ಅಗತ್ಯ ಕ್ರಮ ವಹಿಸಬೇಕೆಂದು ಜಿಲ್ಲಾ ಶಿಕ್ಷಣ ಮತ್ತು ತರಬೇತಿ ಸಂಸ್ಥೆಯ ಪ್ರಾಚಾರ್ಯರು ಹಾಗೂ ಉಪನಿರ್ದೇಶಕರಾದ(ಅಭಿವೃದ್ಧಿ) ಎಲ್.ಡಿ.ಜೋಷಿ ಅವರು ಪ್ರಕಟಣೆಯಲ್ಲಿ ತಿಳಿಸಿದ್ದಾರೆ. <box>244 800 467 879</box>
court-heading: IN THE COURT OF THE HONOURABLE 2nd ADDITIONAL CIVIL JUDGE AND J.M.F.C.HOSAPETE. <box>724 917 927 936</box>
weather-max-label: : ಗರಿಷ್ಠ <box>806 736 830 748</box>
article-paragraph: ವೃತ್ತಿ ಪ್ರೋತ್ಸಾಹ ಯೋಜನೆಯಡಿ ಸಣ್ಣ ವ್ಯಾಪಾರ, ಚಿಲ್ಲರೆ ವ್ಯಾಪಾರ, ಹಾಗೂ ಮುಂತಾದ ಸೇವೆ ಪ್ರಾರಂಭಿಸಲು ರೂ. 1 ಲಕ್ಷ ಸಾಲ ನೀಡಲಾಗುವುದು. (ಇದರಲ್ಲಿ ರೂ.50,000/- ಸಾಲ ರೂ.50,000/- ಸಹಾಯಧನ). <box>477 640 762 679</box>
order-line: Shirastedar <box>646 1319 680 1329</box>
table-cell: 1-06 Acres <box>179 1349 232 1358</box>
court-order-signature <box>624 1310 702 1346</box>
cheque-amount: **30,71,95,011.00 <box>251 547 335 560</box>
petitioner-name: KALLAMMA & others <box>719 947 789 956</box>
